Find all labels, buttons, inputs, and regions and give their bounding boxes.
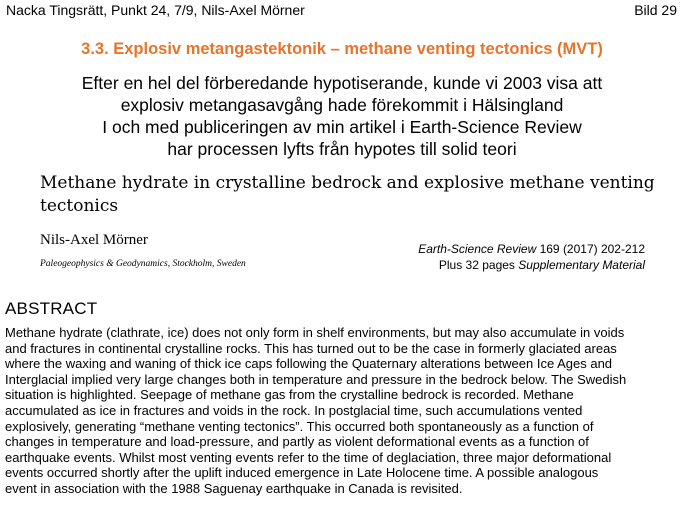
intro-text	[0, 72, 684, 160]
paper-affiliation: Paleogeophysics & Geodynamics, Stockholm, Sweden	[40, 259, 246, 269]
abstract-body	[5, 325, 681, 497]
citation-line	[418, 257, 645, 273]
abstract-line: Methane hydrate (clathrate, ice) does not only form in shelf environments, but may also accumulate in voids	[5, 325, 625, 340]
abstract-line: earthquake events. Whilst most venting events refer to the time of deglaciation, three major deformational	[5, 449, 612, 465]
citation-line	[418, 241, 645, 257]
intro-line: Efter en hel del förberedande hypotiserande, kunde vi 2003 visa att	[81, 73, 603, 93]
abstract-line: events occurred shortly after the uplift induced emergence in Late Holocene time. A possible analogous	[5, 465, 599, 481]
paper-author: Nils-Axel Mörner	[40, 232, 148, 248]
intro-line: explosiv metangasavgång hade förekommit i Hälsingland	[120, 95, 564, 115]
intro-line: I och med publiceringen av min artikel i Earth-Science Review	[102, 117, 582, 137]
abstract-heading: ABSTRACT	[5, 299, 98, 318]
abstract-line: situation is highlighted. Seepage of methane gas from the crystalline bedrock is recorded. Methane	[5, 387, 574, 403]
abstract-line: Interglacial implied very large changes both in temperature and pressure in the bedrock below. The Swedish	[5, 371, 627, 387]
paper-title	[40, 172, 670, 218]
abstract-line: where the waxing and waning of thick ice caps following the Quaternary alterations between Ice Ages and	[5, 356, 613, 372]
abstract-line: changes in temperature and load-pressure, and partly as violent deformational events as a function of	[5, 434, 589, 450]
journal-citation	[418, 241, 645, 273]
journal-details: 169 (2017) 202-212	[536, 242, 645, 256]
abstract-line: event in association with the 1988 Saguenay earthquake in Canada is revisited.	[5, 480, 463, 496]
journal-name: Earth-Science Review	[418, 242, 537, 256]
supplement-prefix: Plus 32 pages	[438, 258, 519, 272]
slide-number: Bild 29	[634, 2, 677, 18]
abstract-line: accumulated as ice in fractures and voids in the rock. In postglacial time, such accumulations vented	[5, 402, 583, 418]
supplement-label: Supplementary Material	[518, 258, 645, 272]
abstract-line: and fractures in continental crystalline rocks. This has turned out to be the case in formerly glaciated areas	[5, 340, 617, 356]
paper-title-line: tectonics	[40, 196, 119, 216]
abstract-line: explosively, generating “methane venting tectonics”. This occurred both spontaneously as a function of	[5, 418, 594, 434]
slide-header-left: Nacka Tingsrätt, Punkt 24, 7/9, Nils-Axel Mörner	[6, 2, 305, 18]
section-title: 3.3. Explosiv metangastektonik – methane venting tectonics (MVT)	[81, 40, 603, 58]
intro-line: har processen lyfts från hypotes till solid teori	[167, 139, 517, 159]
paper-title-line: Methane hydrate in crystalline bedrock and explosive methane venting	[40, 173, 655, 193]
